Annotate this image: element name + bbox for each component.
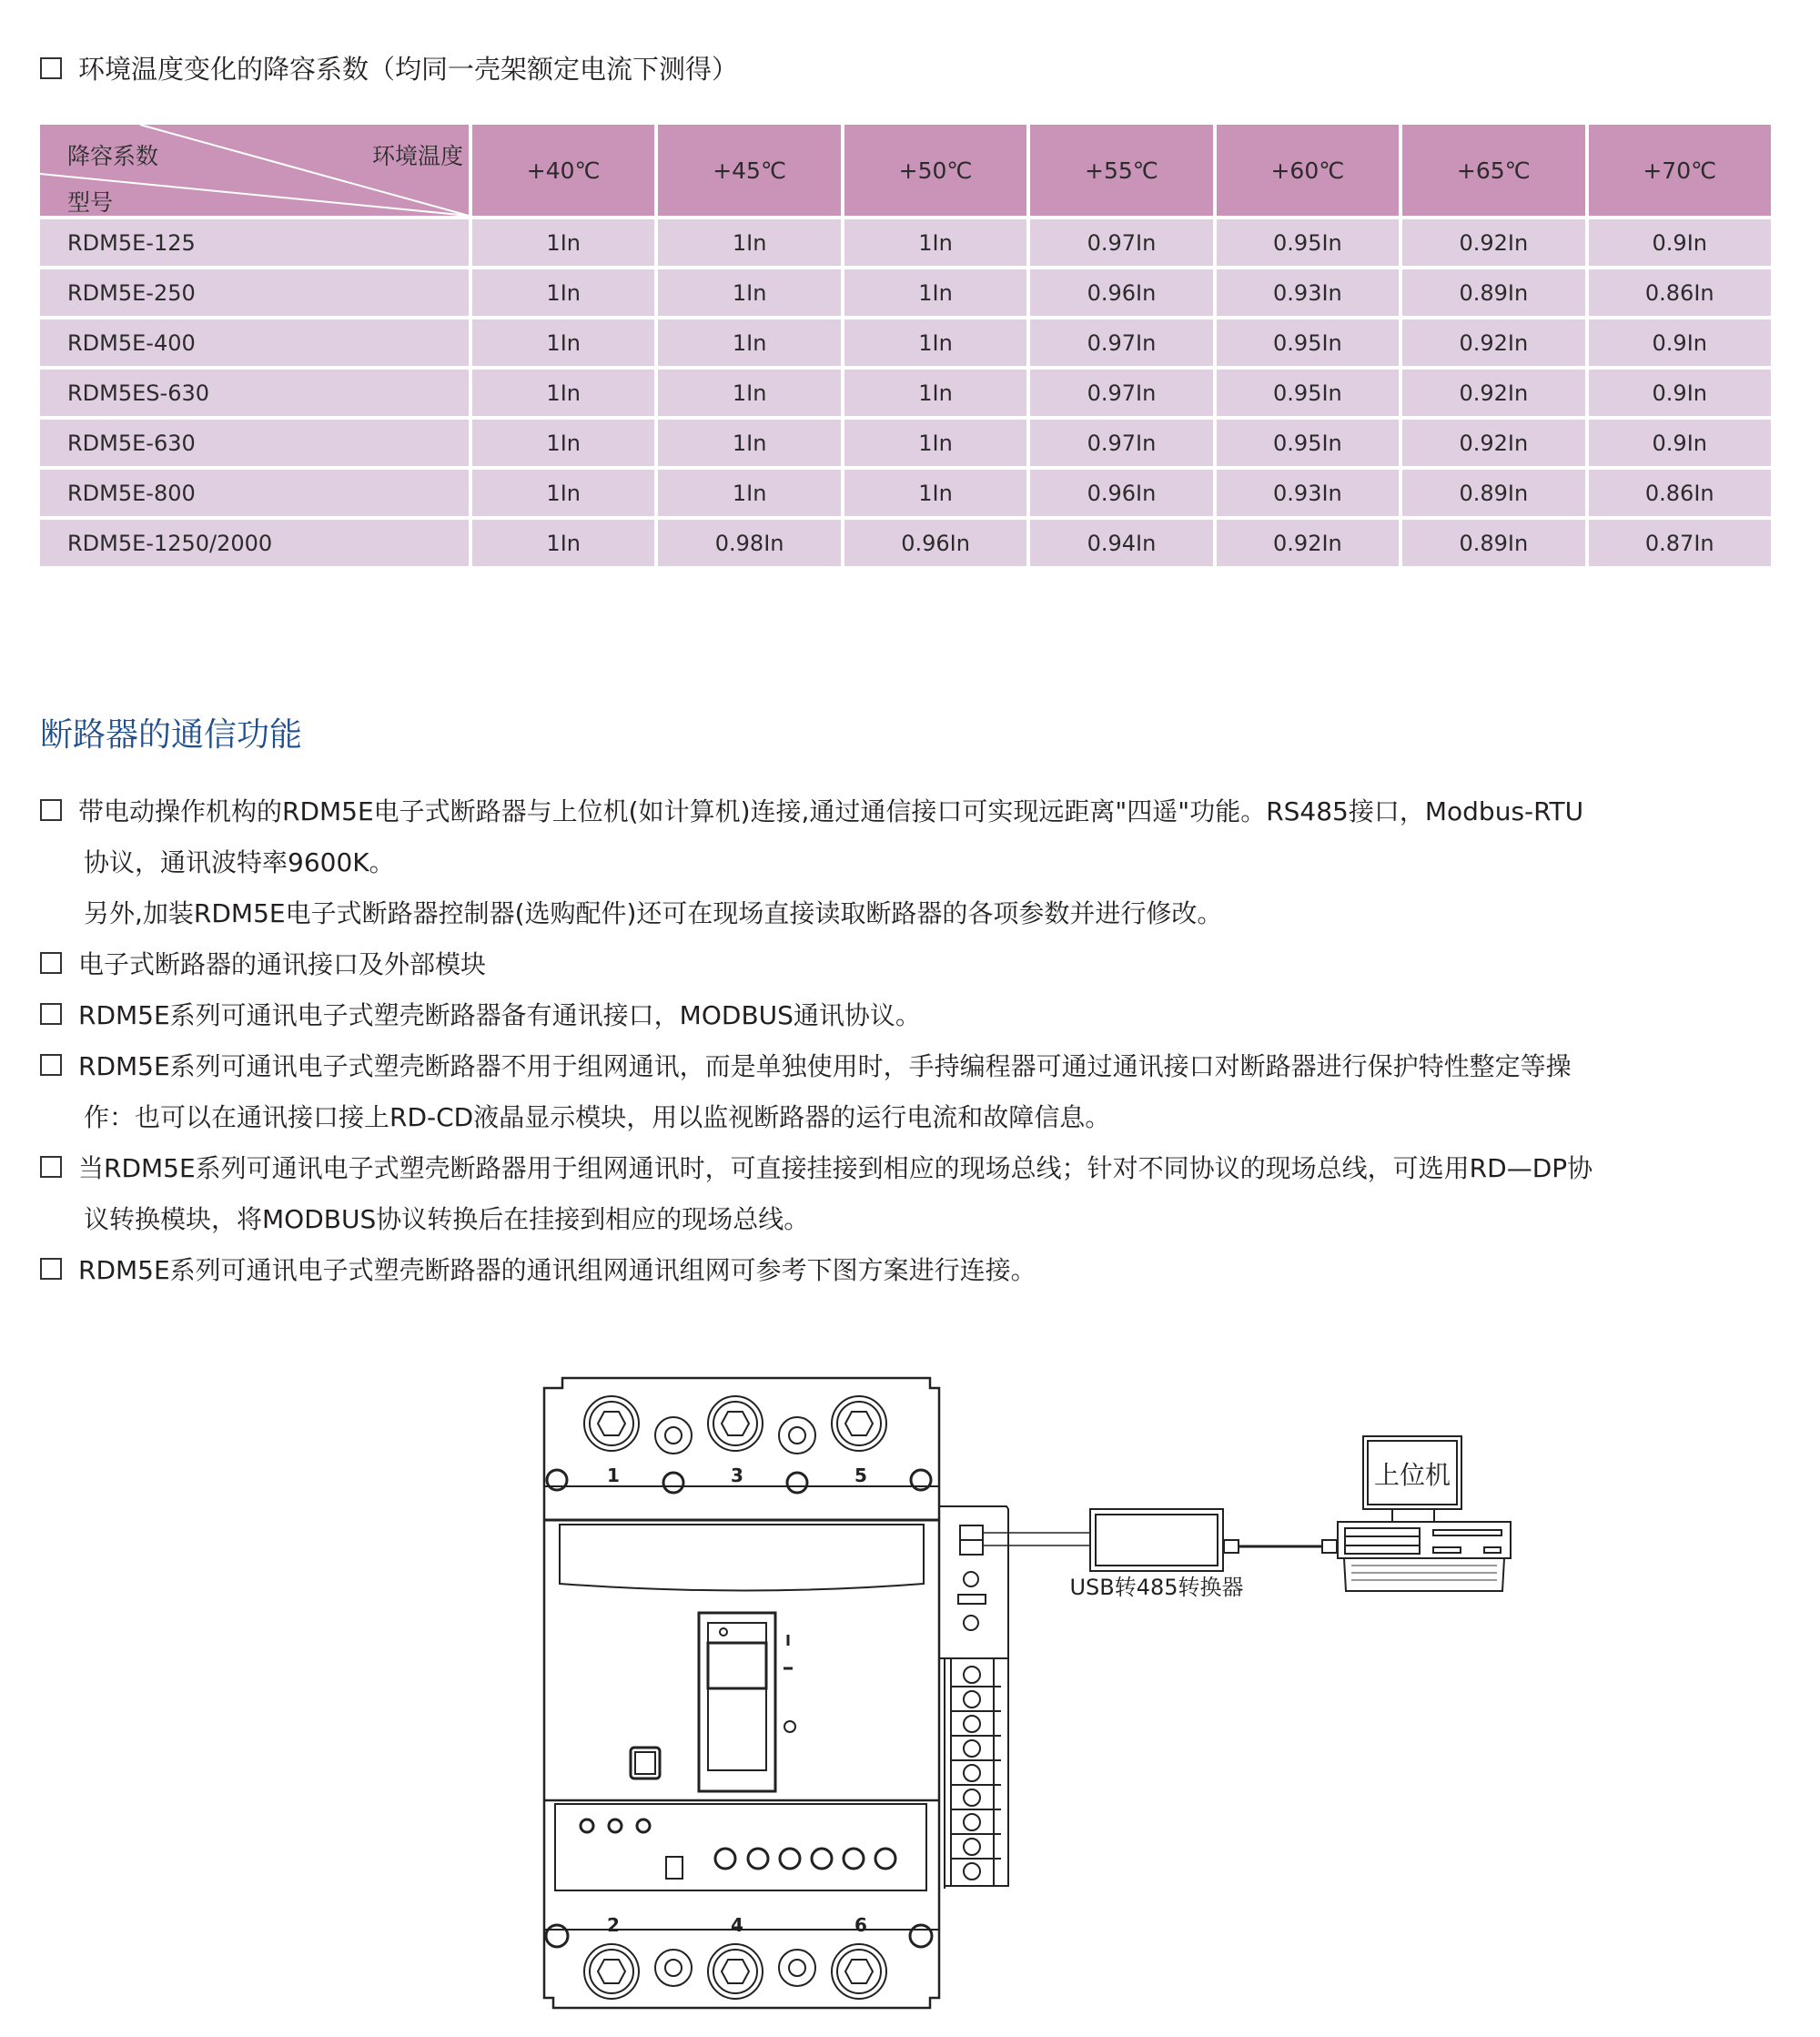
paragraph-standalone-use (40, 1049, 1572, 1085)
table-row (40, 319, 1771, 366)
derating-value-cell: 0.95In (1217, 319, 1399, 366)
derating-value-cell: 1In (844, 470, 1026, 516)
terminal-label: 4 (731, 1914, 743, 1936)
paragraph-text: 带电动操作机构的RDM5E电子式断路器与上位机(如计算机)连接,通过通信接口可实现远距离"四遥"功能。RS485接口，Modbus-RTU (78, 796, 1584, 826)
table-row (40, 420, 1771, 466)
model-cell: RDM5E-630 (40, 420, 469, 466)
derating-value-cell: 0.87In (1589, 520, 1771, 566)
derating-value-cell: 1In (472, 520, 654, 566)
derating-value-cell: 1In (472, 319, 654, 366)
terminal-label: 5 (854, 1464, 867, 1486)
corner-label-temperature: 环境温度 (371, 143, 463, 169)
checkbox-bullet-icon (40, 1258, 62, 1280)
corner-label-factor: 降容系数 (67, 143, 159, 169)
derating-value-cell: 0.92In (1217, 520, 1399, 566)
computer-label: 上位机 (1373, 1460, 1451, 1490)
paragraph-continuation: 议转换模块，将MODBUS协议转换后在挂接到相应的现场总线。 (84, 1204, 810, 1234)
derating-value-cell: 0.89In (1402, 470, 1584, 516)
derating-value-cell: 0.98In (658, 520, 840, 566)
communication-module (939, 1506, 1010, 2021)
converter-label: USB转485转换器 (1069, 1575, 1244, 1600)
derating-table (36, 121, 1774, 570)
derating-value-cell: 0.95In (1217, 370, 1399, 416)
derating-value-cell: 0.92In (1402, 319, 1584, 366)
paragraph-continuation: 协议，通讯波特率9600K。 (84, 847, 395, 877)
derating-value-cell: 1In (658, 470, 840, 516)
derating-value-cell: 0.9In (1589, 219, 1771, 266)
derating-value-cell: 1In (472, 470, 654, 516)
derating-value-cell: 0.93In (1217, 269, 1399, 316)
derating-value-cell: 0.92In (1402, 420, 1584, 466)
derating-value-cell: 1In (658, 269, 840, 316)
derating-value-cell: 1In (844, 370, 1026, 416)
paragraph-remote-control (40, 794, 1583, 830)
rs485-wires (983, 1533, 1090, 1545)
paragraph-network-use (40, 1150, 1592, 1187)
terminal-1-icon (584, 1396, 639, 1451)
derating-value-cell: 0.9In (1589, 370, 1771, 416)
derating-value-cell: 0.95In (1217, 219, 1399, 266)
derating-value-cell: 1In (658, 420, 840, 466)
model-cell: RDM5E-125 (40, 219, 469, 266)
checkbox-bullet-icon (40, 57, 62, 79)
column-header: +50℃ (844, 125, 1026, 216)
derating-value-cell: 0.86In (1589, 470, 1771, 516)
derating-value-cell: 1In (658, 319, 840, 366)
test-button-icon (631, 1748, 660, 1779)
derating-value-cell: 0.92In (1402, 219, 1584, 266)
table-corner-header (40, 125, 469, 216)
derating-value-cell: 0.9In (1589, 420, 1771, 466)
section-derating-title-text: 环境温度变化的降容系数（均同一壳架额定电流下测得） (78, 54, 739, 85)
terminal-label: 2 (607, 1914, 620, 1936)
derating-value-cell: 0.89In (1402, 520, 1584, 566)
paragraph-text: RDM5E系列可通讯电子式塑壳断路器备有通讯接口，MODBUS通讯协议。 (78, 1000, 921, 1030)
terminal-2-icon (584, 1944, 639, 1999)
table-row (40, 470, 1771, 516)
derating-value-cell: 0.96In (844, 520, 1026, 566)
paragraph-interface-modules (40, 947, 486, 983)
paragraph-text: RDM5E系列可通讯电子式塑壳断路器不用于组网通讯，而是单独使用时，手持编程器可通过通讯接口对断路器进行保护特性整定等操 (78, 1051, 1572, 1081)
model-cell: RDM5E-800 (40, 470, 469, 516)
table-row (40, 370, 1771, 416)
column-header: +40℃ (472, 125, 654, 216)
derating-value-cell: 0.9In (1589, 319, 1771, 366)
derating-value-cell: 0.92In (1402, 370, 1584, 416)
derating-value-cell: 1In (658, 219, 840, 266)
paragraph-modbus (40, 998, 921, 1034)
terminal-4-icon (708, 1944, 763, 1999)
terminal-label: 6 (854, 1914, 867, 1936)
column-header: +45℃ (658, 125, 840, 216)
derating-value-cell: 0.86In (1589, 269, 1771, 316)
checkbox-bullet-icon (40, 1054, 62, 1076)
paragraph-network-reference (40, 1252, 1036, 1289)
checkbox-bullet-icon (40, 952, 62, 974)
column-header: +65℃ (1402, 125, 1584, 216)
derating-value-cell: 1In (658, 370, 840, 416)
paragraph-controller-note: 另外,加装RDM5E电子式断路器控制器(选购配件)还可在现场直接读取断路器的各项参数并进行修改。 (84, 898, 1223, 928)
derating-value-cell: 0.96In (1030, 470, 1212, 516)
table-row (40, 269, 1771, 316)
derating-value-cell: 1In (472, 219, 654, 266)
derating-value-cell: 0.97In (1030, 420, 1212, 466)
derating-value-cell: 1In (472, 420, 654, 466)
derating-value-cell: 0.94In (1030, 520, 1212, 566)
derating-value-cell: 1In (472, 269, 654, 316)
paragraph-continuation: 作：也可以在通讯接口接上RD-CD液晶显示模块，用以监视断路器的运行电流和故障信息。 (84, 1102, 1111, 1132)
table-header-row (40, 125, 1771, 216)
derating-value-cell: 1In (844, 319, 1026, 366)
derating-value-cell: 0.89In (1402, 269, 1584, 316)
column-header: +60℃ (1217, 125, 1399, 216)
checkbox-bullet-icon (40, 1156, 62, 1178)
model-cell: RDM5E-1250/2000 (40, 520, 469, 566)
column-header: +55℃ (1030, 125, 1212, 216)
paragraph-text: RDM5E系列可通讯电子式塑壳断路器的通讯组网通讯组网可参考下图方案进行连接。 (78, 1255, 1036, 1285)
bottom-terminals (546, 1925, 932, 1999)
column-header: +70℃ (1589, 125, 1771, 216)
derating-value-cell: 1In (844, 219, 1026, 266)
derating-value-cell: 0.96In (1030, 269, 1212, 316)
paragraph-text: 电子式断路器的通讯接口及外部模块 (78, 949, 487, 979)
corner-label-model: 型号 (67, 189, 114, 216)
operating-handle (699, 1613, 795, 1791)
terminal-block (951, 1658, 1001, 1886)
table-row (40, 219, 1771, 266)
derating-value-cell: 0.97In (1030, 370, 1212, 416)
table-row (40, 520, 1771, 566)
checkbox-bullet-icon (40, 1003, 62, 1025)
terminal-3-icon (708, 1396, 763, 1451)
model-cell: RDM5E-250 (40, 269, 469, 316)
terminal-6-icon (832, 1944, 886, 1999)
derating-value-cell: 1In (844, 420, 1026, 466)
usb-485-converter-icon (1090, 1509, 1337, 1571)
derating-value-cell: 0.93In (1217, 470, 1399, 516)
model-cell: RDM5E-400 (40, 319, 469, 366)
network-connection-diagram (537, 1365, 1538, 2021)
model-cell: RDM5ES-630 (40, 370, 469, 416)
terminal-label: 1 (607, 1464, 620, 1486)
section-derating-title (40, 51, 738, 87)
derating-value-cell: 1In (844, 269, 1026, 316)
section-communication-title: 断路器的通信功能 (40, 716, 303, 754)
derating-value-cell: 0.95In (1217, 420, 1399, 466)
derating-value-cell: 0.97In (1030, 219, 1212, 266)
checkbox-bullet-icon (40, 799, 62, 821)
terminal-5-icon (832, 1396, 886, 1451)
trip-unit-panel (555, 1804, 926, 1890)
terminal-label: 3 (731, 1464, 743, 1486)
derating-value-cell: 0.97In (1030, 319, 1212, 366)
derating-value-cell: 1In (472, 370, 654, 416)
paragraph-text: 当RDM5E系列可通讯电子式塑壳断路器用于组网通讯时，可直接挂接到相应的现场总线；针对不同协议的现场总线，可选用RD—DP协 (78, 1153, 1593, 1183)
